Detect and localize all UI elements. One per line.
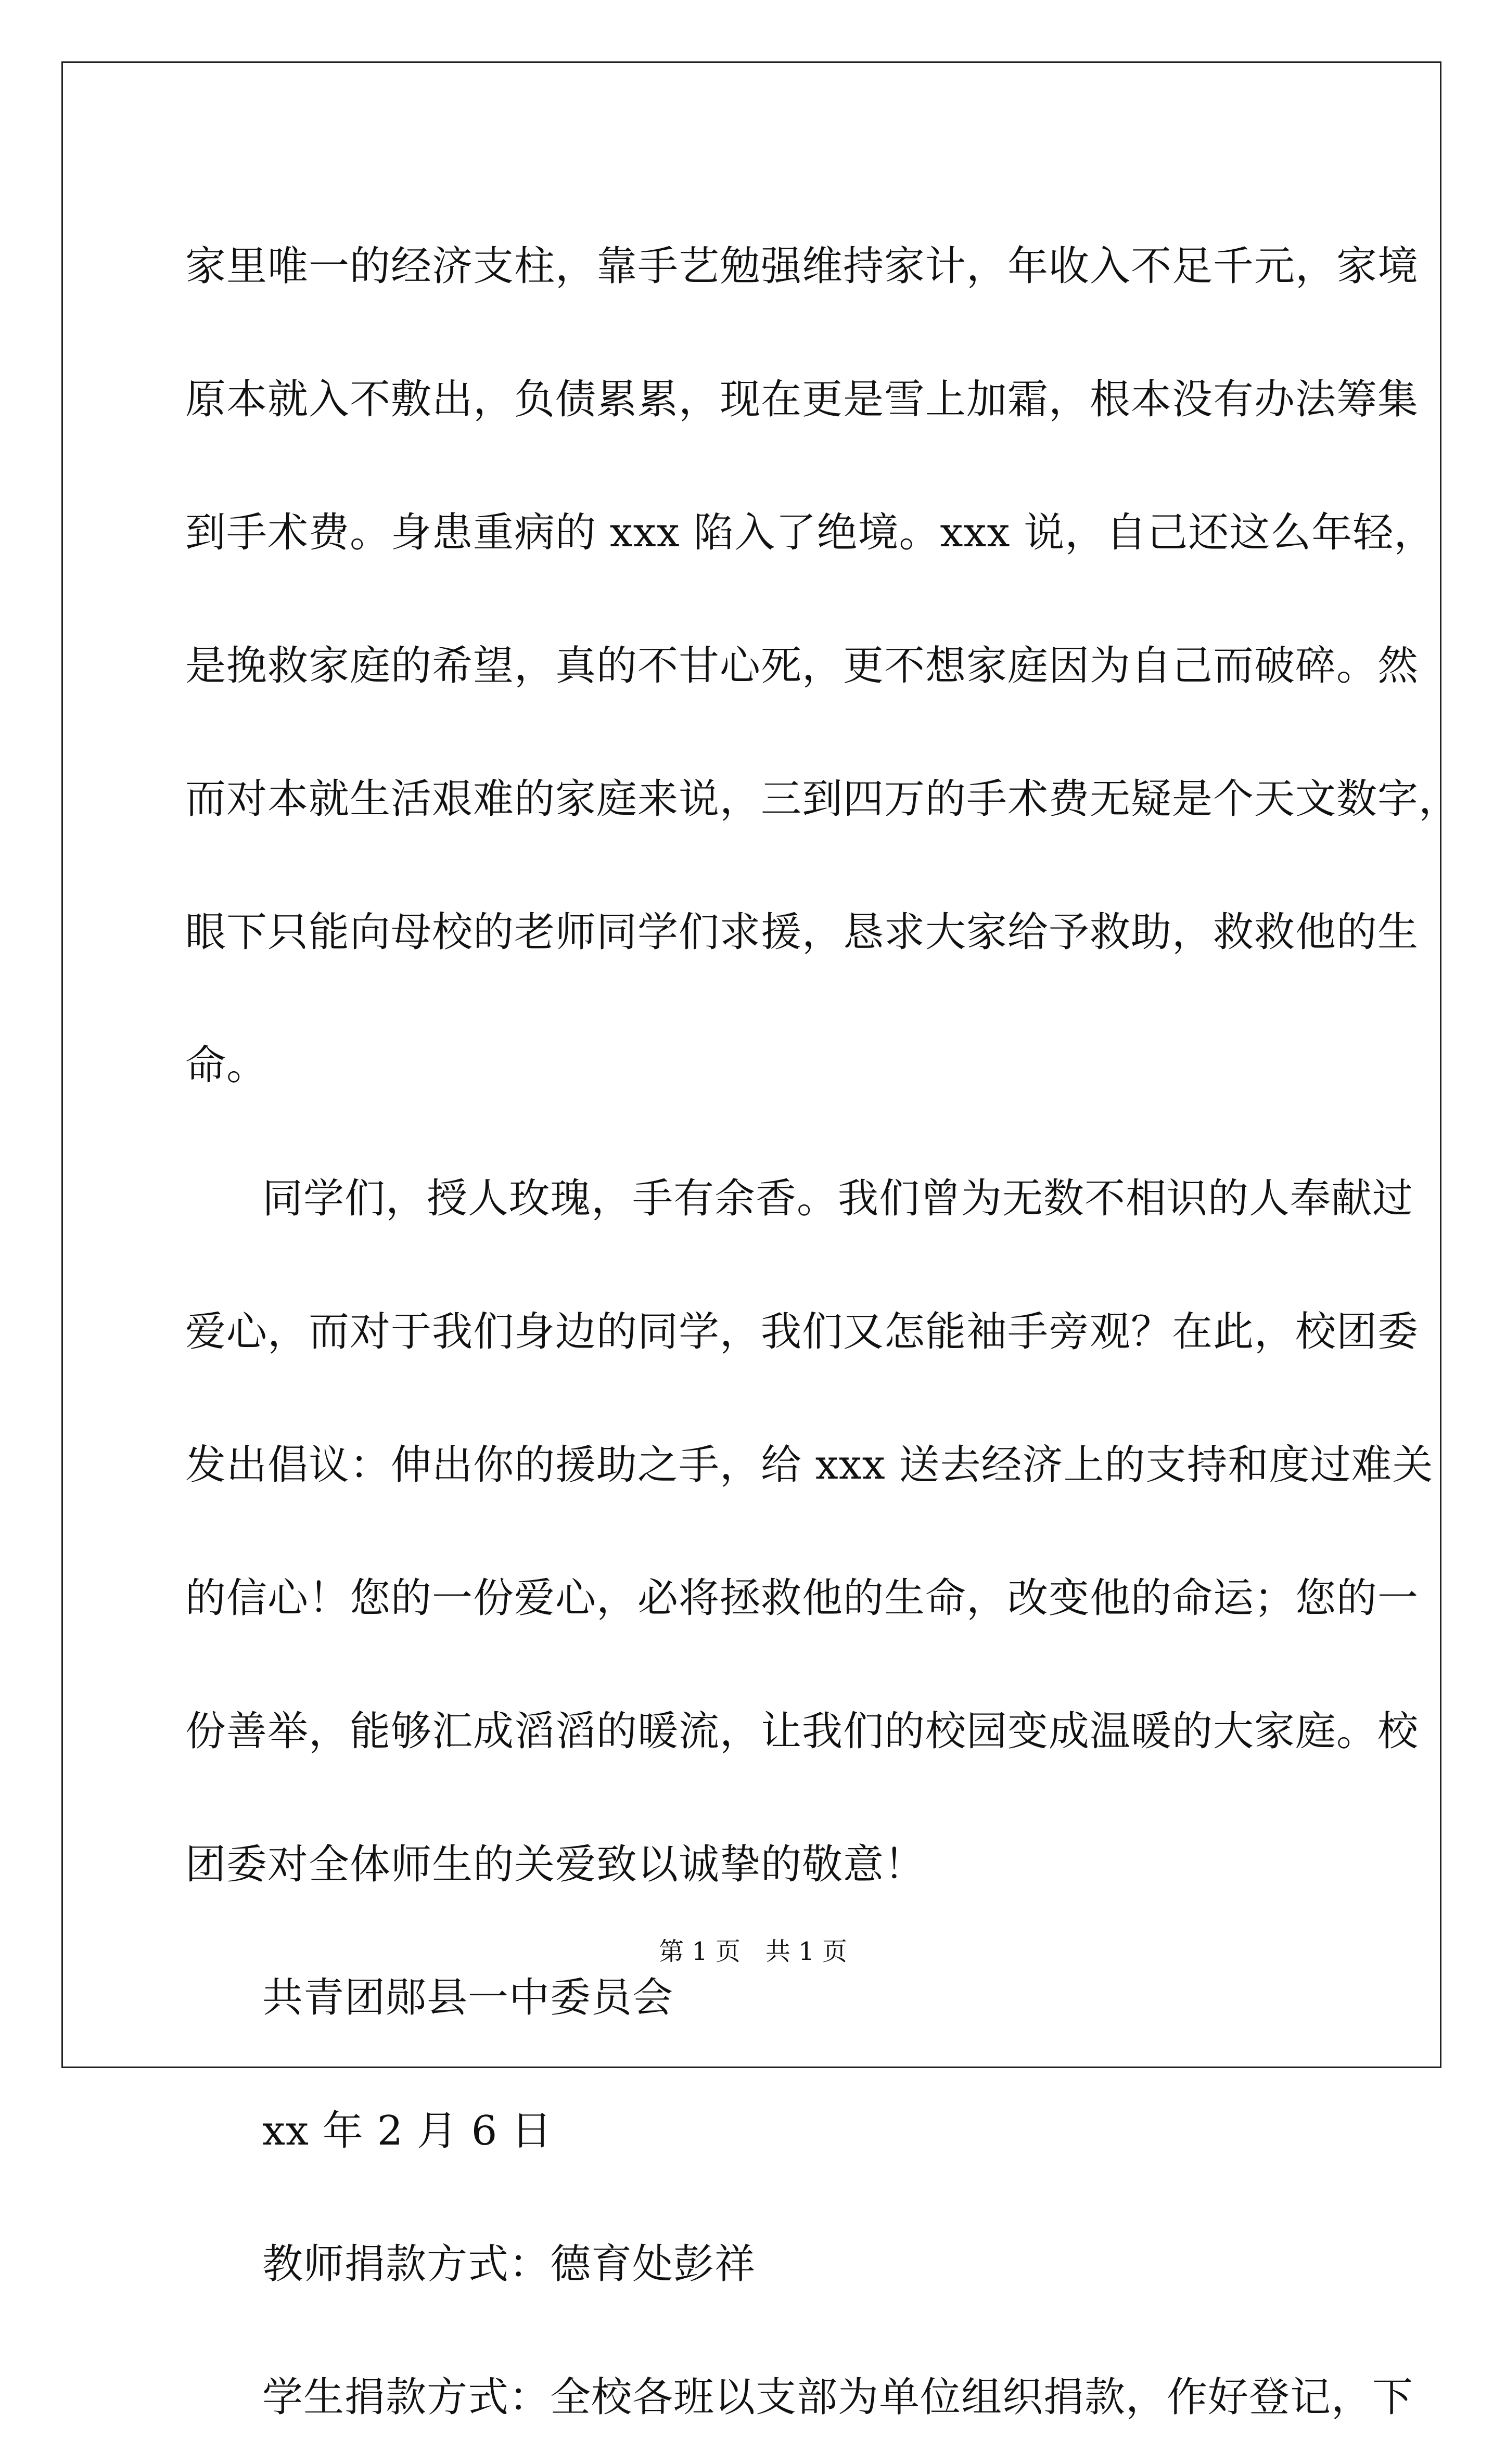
body-line: 原本就入不敷出，负债累累，现在更是雪上加霜，根本没有办法筹集 <box>185 376 1419 423</box>
body-line: 命。 <box>185 1042 268 1089</box>
page-number-footer: 第 1 页 共 1 页 <box>658 1937 848 1966</box>
paragraph-start-line: 同学们，授人玫瑰，手有余香。我们曾为无数不相识的人奉献过 <box>262 1175 1414 1222</box>
body-line: 眼下只能向母校的老师同学们求援，恳求大家给予救助，救救他的生 <box>185 909 1419 956</box>
student-donation-method: 学生捐款方式：全校各班以支部为单位组织捐款，作好登记，下 <box>262 2374 1414 2421</box>
body-line: 家里唯一的经济支柱，靠手艺勉强维持家计，年收入不足千元，家境 <box>185 243 1419 290</box>
body-line: 是挽救家庭的希望，真的不甘心死，更不想家庭因为自己而破碎。然 <box>185 643 1419 689</box>
body-line: 团委对全体师生的关爱致以诚挚的敬意！ <box>185 1841 926 1888</box>
body-line: 的信心！您的一份爱心，必将拯救他的生命，改变他的命运；您的一 <box>185 1575 1419 1622</box>
signature-date: xx 年 2 月 6 日 <box>262 2108 553 2154</box>
body-line: 发出倡议：伸出你的援助之手，给 xxx 送去经济上的支持和度过难关 <box>185 1442 1434 1488</box>
body-line: 爱心，而对于我们身边的同学，我们又怎能袖手旁观？在此，校团委 <box>185 1308 1419 1355</box>
body-line: 份善举，能够汇成滔滔的暖流，让我们的校园变成温暖的大家庭。校 <box>185 1708 1419 1755</box>
teacher-donation-method: 教师捐款方式：德育处彭祥 <box>262 2241 756 2288</box>
document-body <box>185 200 1460 2464</box>
body-line: 而对本就生活艰难的家庭来说，三到四万的手术费无疑是个天文数字， <box>185 776 1460 823</box>
body-line: 到手术费。身患重病的 xxx 陷入了绝境。xxx 说，自己还这么年轻， <box>185 509 1435 556</box>
signature-organization: 共青团郧县一中委员会 <box>262 1974 674 2021</box>
